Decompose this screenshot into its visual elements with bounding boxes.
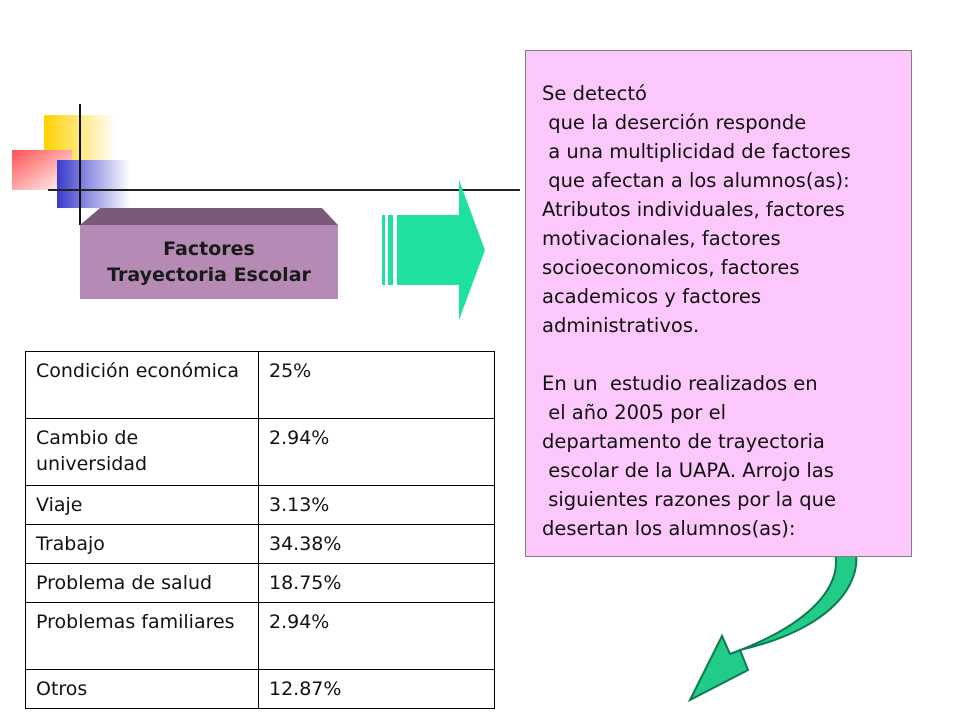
desertion-reasons-table [25,351,495,709]
findings-line: administrativos. [542,314,700,337]
table-row [26,564,495,603]
findings-line: departamento de trayectoria [542,430,825,453]
findings-line: que afectan a los alumnos(as): [542,169,850,192]
table-row [26,603,495,670]
findings-line: Atributos individuales, factores [542,198,845,221]
factor-cell: Problema de salud [26,564,259,603]
findings-line: desertan los alumnos(as): [542,517,796,540]
factor-cell: Trabajo [26,525,259,564]
factor-cell: Otros [26,670,259,709]
findings-line: siguientes razones por la que [542,488,836,511]
findings-line: socioeconomicos, factores [542,256,800,279]
findings-line: motivacionales, factores [542,227,781,250]
findings-line: Se detectó [542,82,647,105]
factores-trayectoria-box [80,225,338,299]
value-cell: 3.13% [259,486,495,525]
value-cell: 2.94% [259,419,495,486]
findings-line: que la deserción responde [542,111,807,134]
findings-text-box [525,50,912,557]
block-right-arrow-icon [382,180,485,320]
findings-line: a una multiplicidad de factores [542,140,851,163]
table-row [26,486,495,525]
value-cell: 34.38% [259,525,495,564]
value-cell: 18.75% [259,564,495,603]
table-row [26,525,495,564]
factores-title-line1: Factores [163,238,255,260]
factor-cell: Cambio de universidad [26,419,259,486]
findings-line: el año 2005 por el [542,401,727,424]
factor-cell: Problemas familiares [26,603,259,670]
value-cell: 12.87% [259,670,495,709]
value-cell: 2.94% [259,603,495,670]
value-cell: 25% [259,352,495,419]
factor-cell: Condición económica [26,352,259,419]
factor-cell: Viaje [26,486,259,525]
factores-box-top [80,208,338,225]
factores-title-line2: Trayectoria Escolar [107,264,311,286]
table-row [26,670,495,709]
findings-line: academicos y factores [542,285,762,308]
colored-squares-decor-icon [12,104,520,225]
table-row [26,419,495,486]
findings-blank-line [542,340,901,369]
findings-line: escolar de la UAPA. Arrojo las [542,459,834,482]
findings-line: En un estudio realizados en [542,372,818,395]
table-row [26,352,495,419]
